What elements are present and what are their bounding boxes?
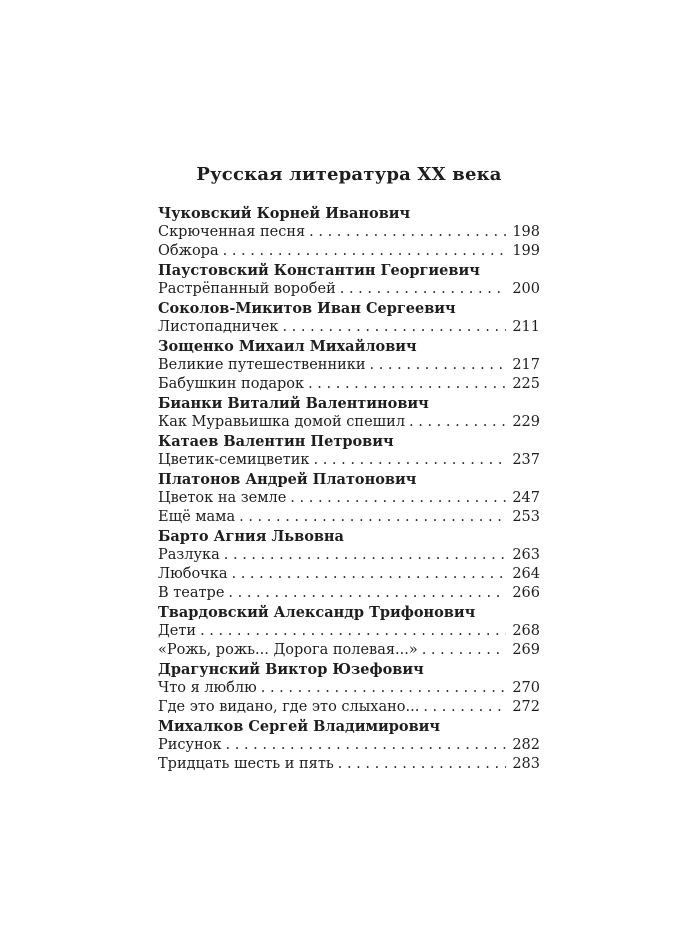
page-number: 237 (512, 452, 540, 468)
author-name: Барто Агния Львовна (158, 528, 344, 545)
table-of-contents (158, 160, 540, 774)
work-title: Разлука (158, 547, 220, 563)
work-title: Листопадничек (158, 319, 279, 335)
toc-entry (158, 356, 540, 375)
author-name: Чуковский Корней Иванович (158, 205, 411, 222)
page-number: 270 (512, 680, 540, 696)
work-title: Цветик-семицветик (158, 452, 310, 468)
author-name: Михалков Сергей Владимирович (158, 718, 441, 735)
work-title: Обжора (158, 243, 219, 259)
dot-leader (226, 736, 506, 755)
page-number: 272 (512, 699, 540, 715)
toc-entry (158, 451, 540, 470)
dot-leader (423, 698, 506, 717)
dot-leader (282, 318, 506, 337)
author-name: Паустовский Константин Георгиевич (158, 262, 480, 279)
page-number: 247 (512, 490, 540, 506)
page-number: 282 (512, 737, 540, 753)
work-title: Скрюченная песня (158, 224, 306, 240)
page-number: 253 (512, 509, 540, 525)
dot-leader (228, 584, 506, 603)
work-title: Любочка (158, 566, 228, 582)
section-title: Русская литература XX века (196, 164, 502, 185)
author-name: Соколов-Микитов Иван Сергеевич (158, 300, 456, 317)
toc-entry (158, 641, 540, 660)
page-number: 263 (512, 547, 540, 563)
toc-entry (158, 584, 540, 603)
dot-leader (338, 755, 506, 774)
page-number: 199 (512, 243, 540, 259)
dot-leader (309, 223, 506, 242)
author-name: Катаев Валентин Петрович (158, 433, 394, 450)
work-title: Где это видано, где это слыхано... (158, 699, 420, 715)
work-title: Цветок на земле (158, 490, 287, 506)
page-number: 283 (512, 756, 540, 772)
page-number: 266 (512, 585, 540, 601)
dot-leader (224, 546, 506, 565)
page-number: 211 (512, 319, 540, 335)
page-number: 200 (512, 281, 540, 297)
page-number: 217 (512, 357, 540, 373)
dot-leader (290, 489, 506, 508)
author-name: Драгунский Виктор Юзефович (158, 661, 424, 678)
toc-entry (158, 242, 540, 261)
author-name: Зощенко Михаил Михайлович (158, 338, 417, 355)
toc-entry (158, 280, 540, 299)
work-title: Бабушкин подарок (158, 376, 305, 392)
toc-entry (158, 375, 540, 394)
toc-entry (158, 565, 540, 584)
dot-leader (231, 565, 506, 584)
toc-entry (158, 546, 540, 565)
page-number: 268 (512, 623, 540, 639)
page-number: 198 (512, 224, 540, 240)
dot-leader (422, 641, 506, 660)
toc-list (158, 204, 540, 774)
work-title: В театре (158, 585, 225, 601)
dot-leader (370, 356, 507, 375)
dot-leader (340, 280, 506, 299)
dot-leader (409, 413, 506, 432)
work-title: Ещё мама (158, 509, 236, 525)
page-number: 269 (512, 642, 540, 658)
work-title: Тридцать шесть и пять (158, 756, 334, 772)
work-title: Великие путешественники (158, 357, 366, 373)
toc-entry (158, 622, 540, 641)
toc-entry (158, 698, 540, 717)
work-title: «Рожь, рожь... Дорога полевая...» (158, 642, 418, 658)
dot-leader (261, 679, 506, 698)
toc-entry (158, 679, 540, 698)
toc-entry (158, 413, 540, 432)
dot-leader (223, 242, 506, 261)
author-name: Бианки Виталий Валентинович (158, 395, 429, 412)
toc-entry (158, 489, 540, 508)
dot-leader (314, 451, 507, 470)
toc-entry (158, 223, 540, 242)
dot-leader (308, 375, 506, 394)
toc-entry (158, 508, 540, 527)
dot-leader (239, 508, 506, 527)
page-number: 229 (512, 414, 540, 430)
toc-entry (158, 318, 540, 337)
toc-entry (158, 755, 540, 774)
author-name: Платонов Андрей Платонович (158, 471, 417, 488)
work-title: Что я люблю (158, 680, 257, 696)
toc-entry (158, 736, 540, 755)
work-title: Как Муравьишка домой спешил (158, 414, 406, 430)
work-title: Рисунок (158, 737, 222, 753)
page-number: 225 (512, 376, 540, 392)
page-number: 264 (512, 566, 540, 582)
work-title: Дети (158, 623, 197, 639)
author-name: Твардовский Александр Трифонович (158, 604, 476, 621)
dot-leader (200, 622, 506, 641)
work-title: Растрёпанный воробей (158, 281, 336, 297)
